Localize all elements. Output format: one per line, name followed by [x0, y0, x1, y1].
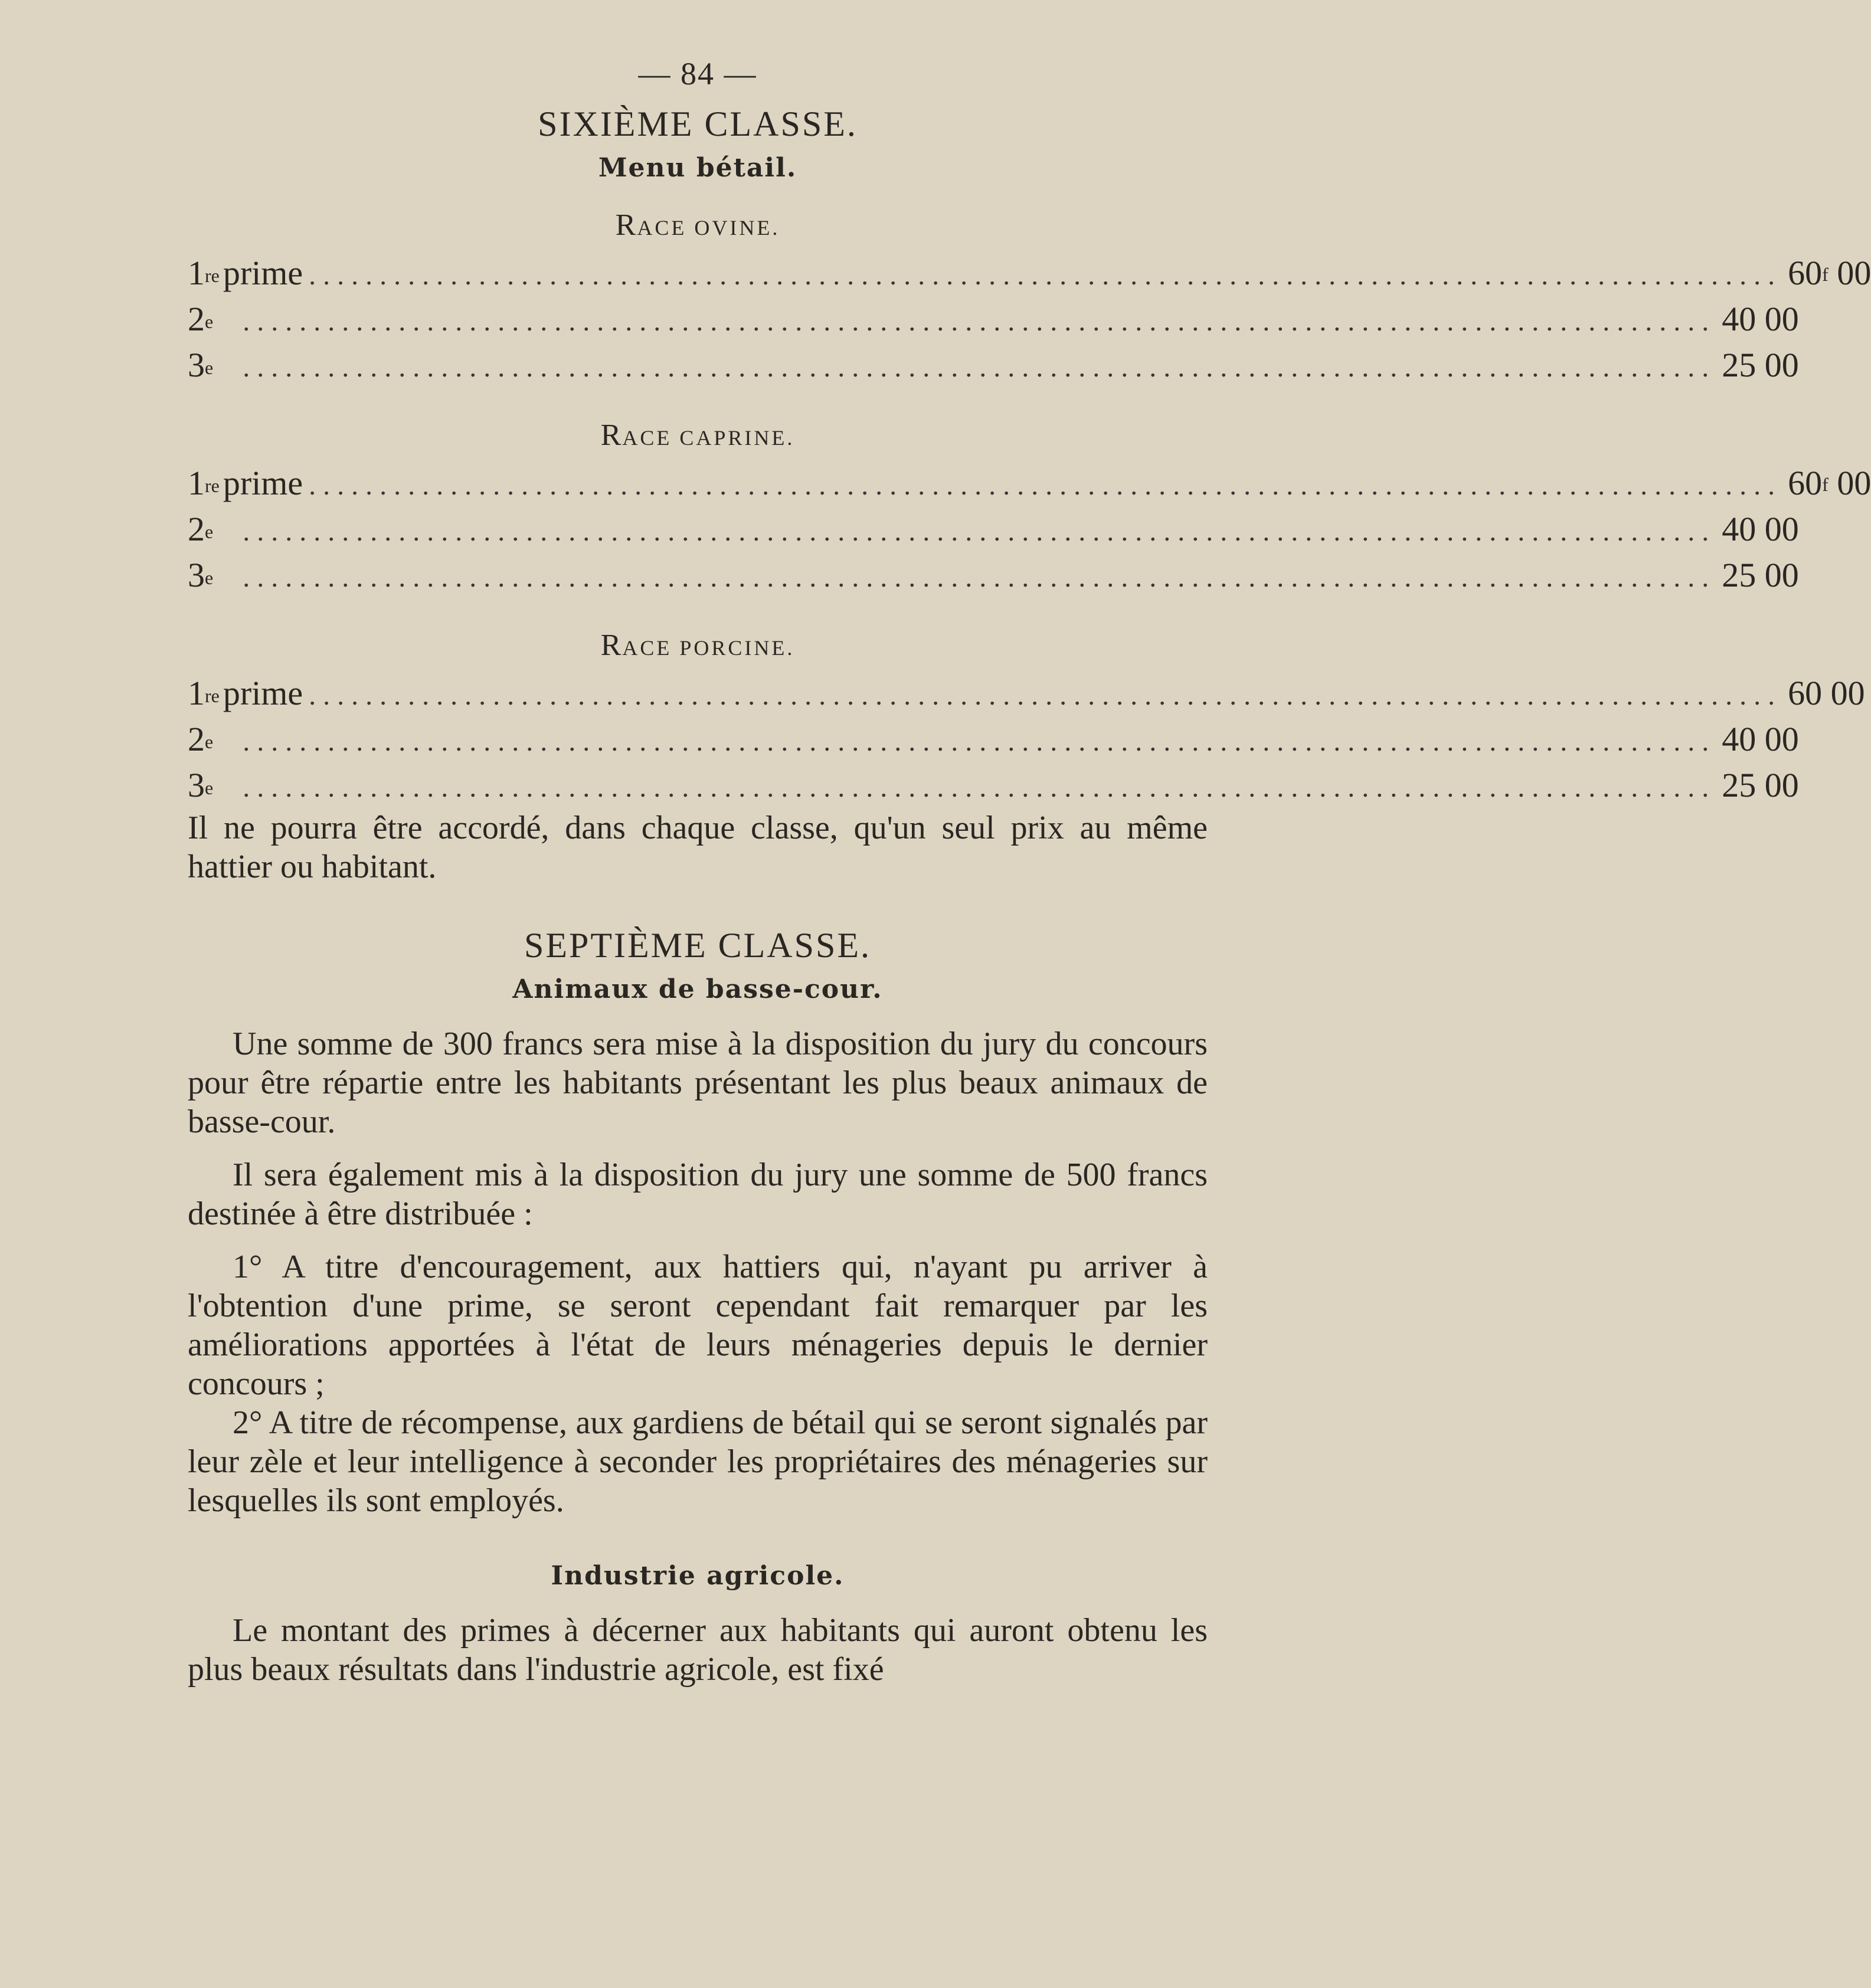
prize-row: 1re prime ........................................................................................................ 60 00	[188, 670, 1208, 716]
prize-rank: 1re	[188, 254, 220, 292]
prize-amount: 25 00	[1722, 556, 1799, 594]
prize-rank: 3e	[188, 766, 214, 804]
prize-rank: 2e	[188, 510, 214, 548]
prize-row: 3e ........................................................................................................ 25 00	[188, 762, 1208, 808]
race-ovine-title: RACE OVINE.	[615, 208, 780, 242]
prize-label: prime	[223, 254, 303, 292]
page-content	[188, 47, 1871, 1689]
prize-amount: 40 00	[1722, 300, 1799, 338]
prize-row: 3e ........................................................................................................ 25 00	[188, 342, 1208, 388]
septieme-paragraph-4: 2° A titre de récompense, aux gardiens de bétail qui se seront signalés par leur zèle et leur intelligence à seconder les propriétaires des ménageries sur lesquelles ils sont employés.	[188, 1404, 1208, 1519]
race-porcine-prizes	[188, 670, 1865, 808]
race-porcine-title: RACE PORCINE.	[600, 628, 795, 662]
prize-amount: 40 00	[1722, 720, 1799, 758]
sixieme-classe-title: SIXIÈME CLASSE.	[538, 104, 858, 143]
prize-row: 1re prime ........................................................................................................ 60$^f$ 00	[188, 460, 1208, 506]
prize-rank: 1re	[188, 674, 220, 712]
prize-amount: 25 00	[1722, 346, 1799, 384]
basse-cour-heading: Animaux de basse-cour.	[512, 974, 883, 1004]
septieme-paragraph-3: 1° A titre d'encouragement, aux hattiers qui, n'ayant pu arriver à l'obtention d'une prime, se seront cependant fait remarquer par les améliorations apportées à l'état de leurs ménageries depuis le dernier concours ;	[188, 1249, 1208, 1402]
prize-row: 3e ........................................................................................................ 25 00	[188, 552, 1208, 598]
septieme-paragraph-1: Une somme de 300 francs sera mise à la disposition du jury du concours pour être répartie entre les habitants présentant les plus beaux animaux de basse-cour.	[188, 1026, 1208, 1140]
prize-label: prime	[223, 464, 303, 502]
prize-row: 1re prime ........................................................................................................ 60$^f$ 00	[188, 250, 1208, 296]
race-caprine-title: RACE CAPRINE.	[600, 418, 795, 452]
menu-betail-heading: Menu bétail.	[598, 153, 797, 183]
prize-amount: 60$^f$ 00	[1788, 464, 1871, 502]
prize-amount: 60$^f$ 00	[1788, 254, 1871, 292]
prize-rank: 1re	[188, 464, 220, 502]
page-number: — 84 —	[638, 56, 757, 91]
race-caprine-prizes	[188, 460, 1871, 598]
prize-rank: 2e	[188, 300, 214, 338]
prize-row: 2e ........................................................................................................ 40 00	[188, 716, 1208, 762]
prize-rank: 2e	[188, 720, 214, 758]
prize-rank: 3e	[188, 556, 214, 594]
prize-amount: 40 00	[1722, 510, 1799, 548]
prize-row: 2e ........................................................................................................ 40 00	[188, 296, 1208, 342]
sixieme-note: Il ne pourra être accordé, dans chaque classe, qu'un seul prix au même hattier ou habitant.	[188, 810, 1208, 885]
prize-amount: 25 00	[1722, 766, 1799, 804]
prize-rank: 3e	[188, 346, 214, 384]
prize-amount: 60 00	[1788, 674, 1865, 712]
septieme-classe-title: SEPTIÈME CLASSE.	[524, 926, 872, 965]
industrie-paragraph: Le montant des primes à décerner aux habitants qui auront obtenu les plus beaux résultats dans l'industrie agricole, est fixé	[188, 1612, 1208, 1688]
septieme-paragraph-2: Il sera également mis à la disposition du jury une somme de 500 francs destinée à être distribuée :	[188, 1157, 1208, 1232]
race-ovine-prizes	[188, 250, 1871, 388]
industrie-agricole-heading: Industrie agricole.	[551, 1561, 845, 1591]
prize-row: 2e ........................................................................................................ 40 00	[188, 506, 1208, 552]
prize-label: prime	[223, 674, 303, 712]
